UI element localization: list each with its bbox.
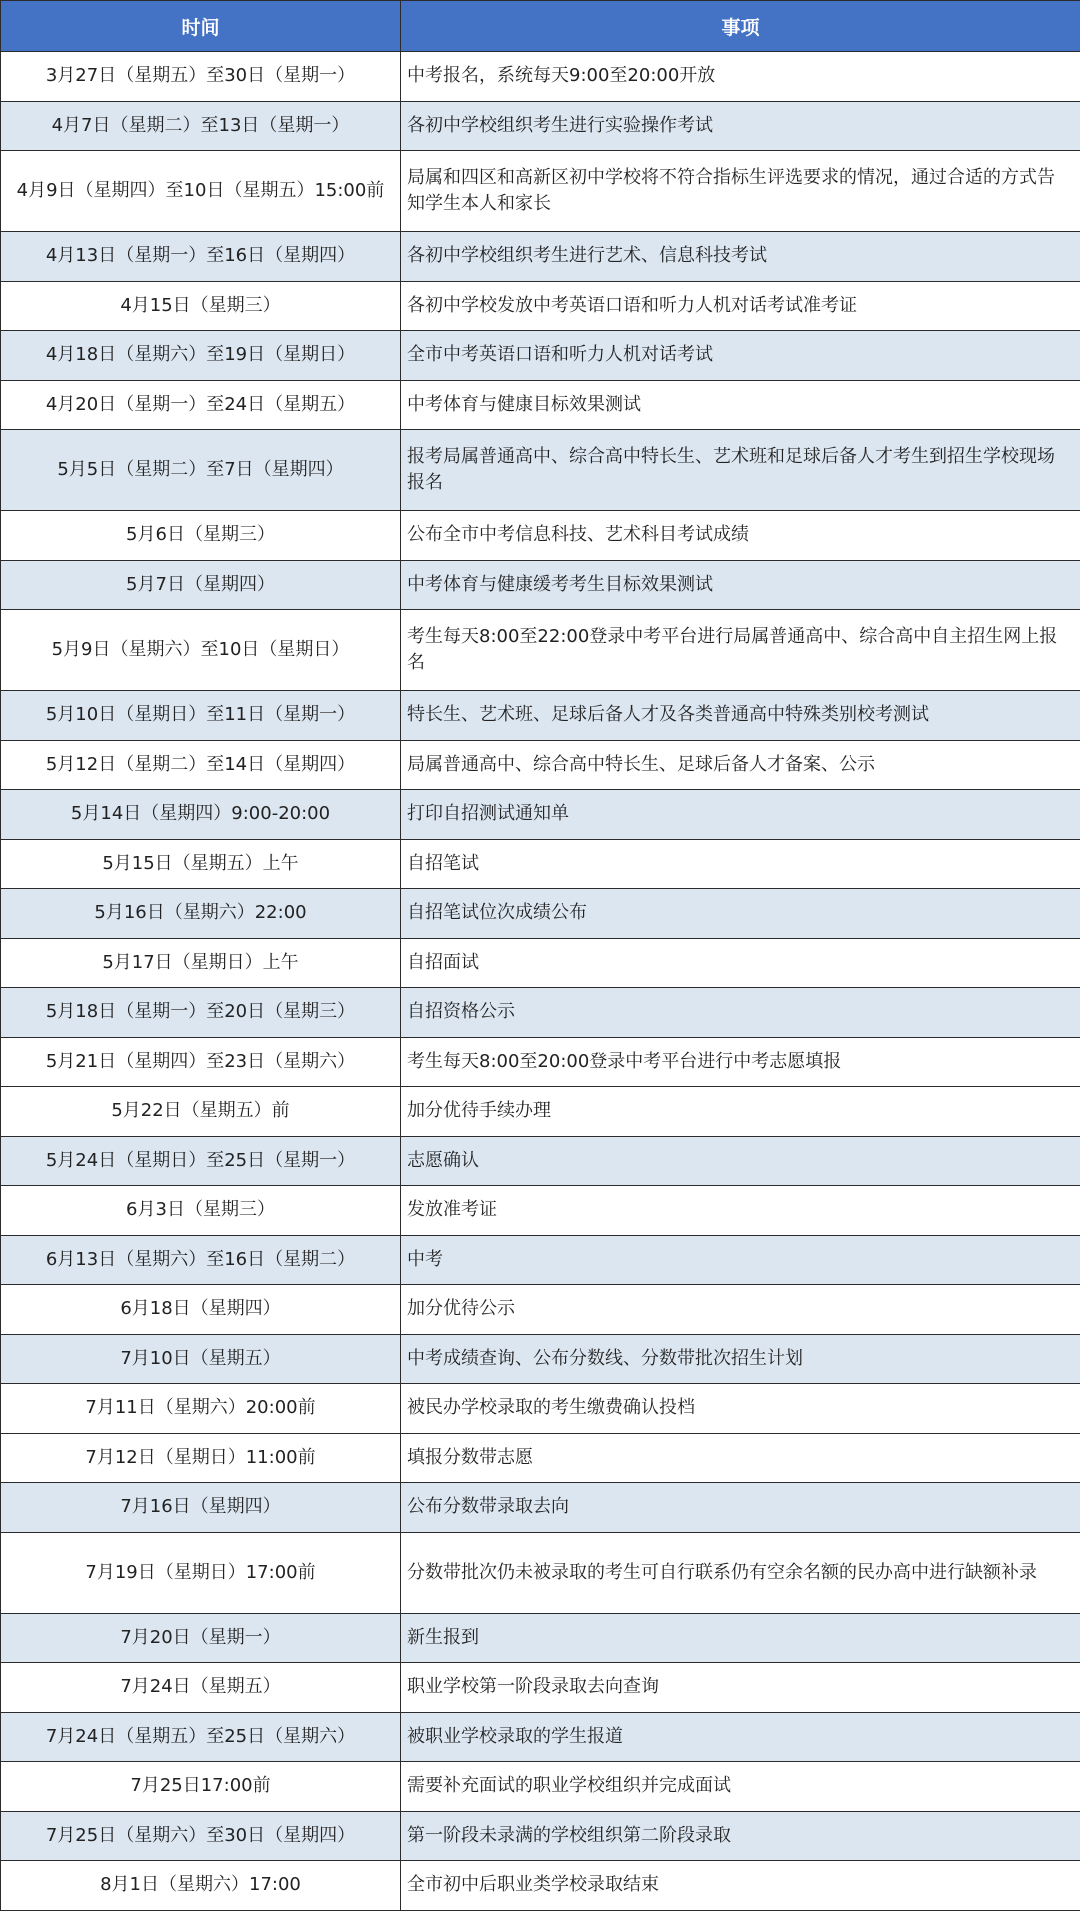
- time-cell: 5月22日（星期五）前: [1, 1087, 401, 1137]
- item-cell: 需要补充面试的职业学校组织并完成面试: [401, 1762, 1080, 1812]
- table-row: [1, 232, 1080, 282]
- header-row: [1, 1, 1080, 52]
- table-header: [1, 1, 1080, 52]
- item-cell: 加分优待手续办理: [401, 1087, 1080, 1137]
- table-row: [1, 380, 1080, 430]
- item-cell: 发放准考证: [401, 1186, 1080, 1236]
- item-cell: 各初中学校组织考生进行艺术、信息科技考试: [401, 232, 1080, 282]
- time-cell: 5月9日（星期六）至10日（星期日）: [1, 610, 401, 691]
- item-cell: 全市中考英语口语和听力人机对话考试: [401, 331, 1080, 381]
- time-cell: 7月25日17:00前: [1, 1762, 401, 1812]
- item-cell: 各初中学校组织考生进行实验操作考试: [401, 101, 1080, 151]
- table-row: [1, 740, 1080, 790]
- item-cell: 全市初中后职业类学校录取结束: [401, 1861, 1080, 1911]
- time-cell: 5月6日（星期三）: [1, 511, 401, 561]
- table-row: [1, 1334, 1080, 1384]
- table-row: [1, 560, 1080, 610]
- item-cell: 志愿确认: [401, 1136, 1080, 1186]
- table-row: [1, 790, 1080, 840]
- item-cell: 自招资格公示: [401, 988, 1080, 1038]
- column-header-item: 事项: [401, 1, 1080, 52]
- item-cell: 填报分数带志愿: [401, 1433, 1080, 1483]
- table-row: [1, 101, 1080, 151]
- time-cell: 7月11日（星期六）20:00前: [1, 1384, 401, 1434]
- time-cell: 7月19日（星期日）17:00前: [1, 1532, 401, 1613]
- table-row: [1, 938, 1080, 988]
- item-cell: 局属普通高中、综合高中特长生、足球后备人才备案、公示: [401, 740, 1080, 790]
- table-row: [1, 610, 1080, 691]
- table-row: [1, 1384, 1080, 1434]
- item-cell: 局属和四区和高新区初中学校将不符合指标生评选要求的情况，通过合适的方式告知学生本人和家长: [401, 151, 1080, 232]
- table-row: [1, 1811, 1080, 1861]
- column-header-time: 时间: [1, 1, 401, 52]
- time-cell: 7月24日（星期五）至25日（星期六）: [1, 1712, 401, 1762]
- table-row: [1, 1762, 1080, 1812]
- time-cell: 6月3日（星期三）: [1, 1186, 401, 1236]
- time-cell: 5月21日（星期四）至23日（星期六）: [1, 1037, 401, 1087]
- table-row: [1, 511, 1080, 561]
- item-cell: 中考: [401, 1235, 1080, 1285]
- item-cell: 打印自招测试通知单: [401, 790, 1080, 840]
- time-cell: 6月13日（星期六）至16日（星期二）: [1, 1235, 401, 1285]
- item-cell: 考生每天8:00至20:00登录中考平台进行中考志愿填报: [401, 1037, 1080, 1087]
- item-cell: 中考体育与健康目标效果测试: [401, 380, 1080, 430]
- item-cell: 自招面试: [401, 938, 1080, 988]
- table-row: [1, 281, 1080, 331]
- item-cell: 报考局属普通高中、综合高中特长生、艺术班和足球后备人才考生到招生学校现场报名: [401, 430, 1080, 511]
- time-cell: 3月27日（星期五）至30日（星期一）: [1, 52, 401, 102]
- table-row: [1, 889, 1080, 939]
- time-cell: 4月20日（星期一）至24日（星期五）: [1, 380, 401, 430]
- time-cell: 5月24日（星期日）至25日（星期一）: [1, 1136, 401, 1186]
- time-cell: 4月18日（星期六）至19日（星期日）: [1, 331, 401, 381]
- table-row: [1, 1087, 1080, 1137]
- item-cell: 考生每天8:00至22:00登录中考平台进行局属普通高中、综合高中自主招生网上报名: [401, 610, 1080, 691]
- item-cell: 中考成绩查询、公布分数线、分数带批次招生计划: [401, 1334, 1080, 1384]
- table-row: [1, 1532, 1080, 1613]
- time-cell: 7月12日（星期日）11:00前: [1, 1433, 401, 1483]
- item-cell: 中考报名，系统每天9:00至20:00开放: [401, 52, 1080, 102]
- table-row: [1, 1235, 1080, 1285]
- time-cell: 5月7日（星期四）: [1, 560, 401, 610]
- item-cell: 自招笔试: [401, 839, 1080, 889]
- table-row: [1, 839, 1080, 889]
- table-row: [1, 1186, 1080, 1236]
- table-body: [1, 52, 1080, 1911]
- table-row: [1, 1663, 1080, 1713]
- table-row: [1, 331, 1080, 381]
- time-cell: 6月18日（星期四）: [1, 1285, 401, 1335]
- item-cell: 自招笔试位次成绩公布: [401, 889, 1080, 939]
- time-cell: 5月18日（星期一）至20日（星期三）: [1, 988, 401, 1038]
- time-cell: 8月1日（星期六）17:00: [1, 1861, 401, 1911]
- item-cell: 被民办学校录取的考生缴费确认投档: [401, 1384, 1080, 1434]
- table-row: [1, 430, 1080, 511]
- time-cell: 7月10日（星期五）: [1, 1334, 401, 1384]
- time-cell: 7月24日（星期五）: [1, 1663, 401, 1713]
- table-row: [1, 1037, 1080, 1087]
- item-cell: 职业学校第一阶段录取去向查询: [401, 1663, 1080, 1713]
- table-row: [1, 151, 1080, 232]
- time-cell: 4月13日（星期一）至16日（星期四）: [1, 232, 401, 282]
- time-cell: 5月5日（星期二）至7日（星期四）: [1, 430, 401, 511]
- time-cell: 7月16日（星期四）: [1, 1483, 401, 1533]
- time-cell: 5月14日（星期四）9:00-20:00: [1, 790, 401, 840]
- table-row: [1, 1861, 1080, 1911]
- time-cell: 5月16日（星期六）22:00: [1, 889, 401, 939]
- table-row: [1, 52, 1080, 102]
- table-row: [1, 1613, 1080, 1663]
- time-cell: 7月20日（星期一）: [1, 1613, 401, 1663]
- table-row: [1, 1483, 1080, 1533]
- time-cell: 7月25日（星期六）至30日（星期四）: [1, 1811, 401, 1861]
- item-cell: 分数带批次仍未被录取的考生可自行联系仍有空余名额的民办高中进行缺额补录: [401, 1532, 1080, 1613]
- table-row: [1, 1285, 1080, 1335]
- time-cell: 4月15日（星期三）: [1, 281, 401, 331]
- item-cell: 加分优待公示: [401, 1285, 1080, 1335]
- table-row: [1, 1136, 1080, 1186]
- table-row: [1, 1433, 1080, 1483]
- table-row: [1, 691, 1080, 741]
- item-cell: 公布全市中考信息科技、艺术科目考试成绩: [401, 511, 1080, 561]
- table-row: [1, 1712, 1080, 1762]
- time-cell: 5月17日（星期日）上午: [1, 938, 401, 988]
- time-cell: 5月12日（星期二）至14日（星期四）: [1, 740, 401, 790]
- time-cell: 5月15日（星期五）上午: [1, 839, 401, 889]
- time-cell: 5月10日（星期日）至11日（星期一）: [1, 691, 401, 741]
- item-cell: 被职业学校录取的学生报道: [401, 1712, 1080, 1762]
- item-cell: 公布分数带录取去向: [401, 1483, 1080, 1533]
- item-cell: 中考体育与健康缓考考生目标效果测试: [401, 560, 1080, 610]
- item-cell: 第一阶段未录满的学校组织第二阶段录取: [401, 1811, 1080, 1861]
- time-cell: 4月7日（星期二）至13日（星期一）: [1, 101, 401, 151]
- item-cell: 新生报到: [401, 1613, 1080, 1663]
- item-cell: 各初中学校发放中考英语口语和听力人机对话考试准考证: [401, 281, 1080, 331]
- item-cell: 特长生、艺术班、足球后备人才及各类普通高中特殊类别校考测试: [401, 691, 1080, 741]
- time-cell: 4月9日（星期四）至10日（星期五）15:00前: [1, 151, 401, 232]
- table-row: [1, 988, 1080, 1038]
